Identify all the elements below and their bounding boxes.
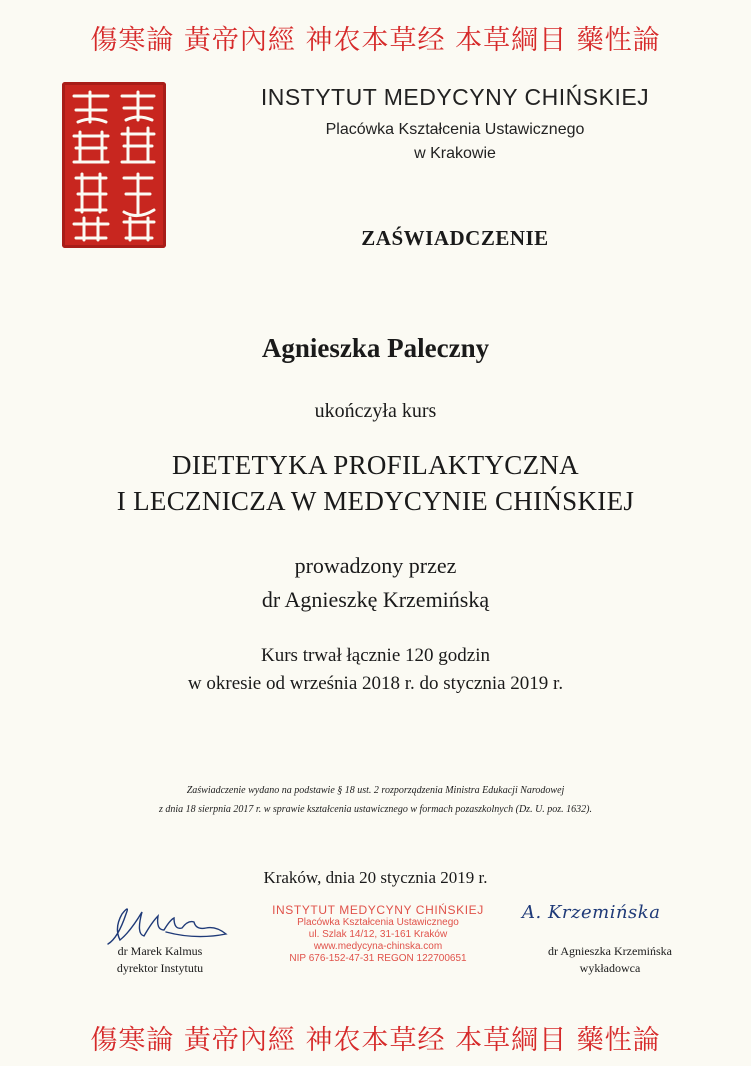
place-and-date: Kraków, dnia 20 stycznia 2019 r. bbox=[263, 868, 488, 887]
stamp-line1: INSTYTUT MEDYCYNY CHIŃSKIEJ bbox=[272, 903, 484, 917]
stamp-line5: NIP 676-152-47-31 REGON 122700651 bbox=[289, 953, 467, 964]
institute-subtitle: Placówka Kształcenia Ustawicznego bbox=[325, 121, 585, 138]
recipient-name: Agnieszka Paleczny bbox=[261, 333, 490, 363]
stamp-line3: ul. Szlak 14/12, 31-161 Kraków bbox=[308, 929, 448, 940]
seal-glyphs-icon bbox=[62, 82, 166, 248]
institute-city: w Krakowie bbox=[414, 145, 496, 162]
stamp-line4: www.medycyna-chinska.com bbox=[313, 941, 443, 952]
course-title-line1: DIETETYKA PROFILAKTYCZNA bbox=[172, 450, 579, 480]
institute-name: INSTYTUT MEDYCYNY CHIŃSKIEJ bbox=[260, 84, 650, 110]
lecturer-signature: A. Krzemińska bbox=[522, 902, 661, 923]
stamp-line2: Placówka Kształcenia Ustawicznego bbox=[297, 917, 459, 928]
director-name: dr Marek Kalmus bbox=[117, 944, 203, 958]
completed-text: ukończyła kurs bbox=[314, 400, 437, 422]
conducted-by-label: prowadzony przez bbox=[294, 553, 457, 578]
course-title-line2: I LECZNICZA W MEDYCYNIE CHIŃSKIEJ bbox=[116, 486, 635, 516]
legal-basis-line1: Zaświadczenie wydano na podstawie § 18 ust. 2 rozporządzenia Ministra Edukacji Narodowej bbox=[186, 785, 565, 796]
header-chinese-titles: 傷寒論 黃帝內經 神农本草经 本草綱目 藥性論 bbox=[90, 25, 661, 56]
director-role: dyrektor Instytutu bbox=[116, 961, 204, 975]
legal-basis-line2: z dnia 18 sierpnia 2017 r. w sprawie kształcenia ustawicznego w formach pozaszkolnych (Dz. U. poz. 1632). bbox=[158, 804, 593, 815]
duration-line1: Kurs trwał łącznie 120 godzin bbox=[261, 645, 490, 666]
duration-line2: w okresie od września 2018 r. do stycznia 2019 r. bbox=[187, 673, 564, 694]
lecturer-name: dr Agnieszka Krzemińska bbox=[548, 944, 672, 958]
lecturer-role: wykładowca bbox=[579, 961, 641, 975]
red-seal-logo bbox=[62, 82, 166, 248]
institute-stamp bbox=[263, 903, 493, 965]
document-title: ZAŚWIADCZENIE bbox=[361, 226, 549, 250]
instructor-name: dr Agnieszkę Krzemińską bbox=[261, 587, 490, 612]
footer-chinese-titles: 傷寒論 黃帝內經 神农本草经 本草綱目 藥性論 bbox=[90, 1025, 661, 1056]
